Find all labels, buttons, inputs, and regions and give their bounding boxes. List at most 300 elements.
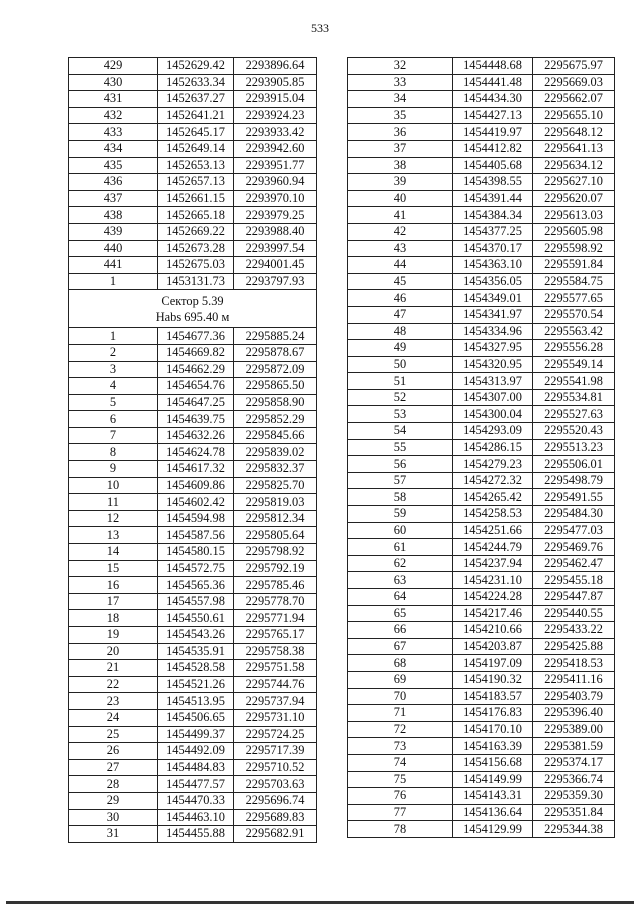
section-subtitle: Нabs 695.40 м (155, 310, 230, 325)
x-coordinate-cell: 1454647.25 (158, 394, 234, 411)
point-number-cell: 53 (348, 406, 453, 423)
point-number-cell: 74 (348, 754, 453, 771)
y-coordinate-cell: 2295758.38 (234, 643, 317, 660)
x-coordinate-cell: 1454662.29 (158, 361, 234, 378)
table-row (348, 174, 615, 191)
y-coordinate-cell: 2295563.42 (533, 323, 615, 340)
point-number-cell: 39 (348, 174, 453, 191)
x-coordinate-cell: 1452665.18 (158, 207, 234, 224)
point-number-cell: 59 (348, 506, 453, 523)
x-coordinate-cell: 1454624.78 (158, 444, 234, 461)
y-coordinate-cell: 2295556.28 (533, 340, 615, 357)
y-coordinate-cell: 2295411.16 (533, 671, 615, 688)
table-row (348, 721, 615, 738)
y-coordinate-cell: 2295689.83 (234, 809, 317, 826)
x-coordinate-cell: 1452661.15 (158, 190, 234, 207)
point-number-cell: 431 (69, 91, 158, 108)
section-header-group (69, 290, 317, 328)
table-row (69, 577, 317, 594)
y-coordinate-cell: 2293905.85 (234, 74, 317, 91)
x-coordinate-cell: 1452633.34 (158, 74, 234, 91)
x-coordinate-cell: 1454190.32 (453, 671, 533, 688)
table-row (69, 328, 317, 345)
table-row (348, 406, 615, 423)
y-coordinate-cell: 2295832.37 (234, 461, 317, 478)
table-row (69, 743, 317, 760)
y-coordinate-cell: 2295433.22 (533, 622, 615, 639)
table-row (348, 688, 615, 705)
y-coordinate-cell: 2295655.10 (533, 107, 615, 124)
y-coordinate-cell: 2295381.59 (533, 738, 615, 755)
x-coordinate-cell: 1454499.37 (158, 726, 234, 743)
x-coordinate-cell: 1454405.68 (453, 157, 533, 174)
y-coordinate-cell: 2293896.64 (234, 58, 317, 75)
y-coordinate-cell: 2295469.76 (533, 539, 615, 556)
table-row (348, 821, 615, 838)
x-coordinate-cell: 1454279.23 (453, 456, 533, 473)
table-row (69, 378, 317, 395)
y-coordinate-cell: 2295462.47 (533, 555, 615, 572)
x-coordinate-cell: 1452649.14 (158, 140, 234, 157)
point-number-cell: 15 (69, 560, 158, 577)
y-coordinate-cell: 2295527.63 (533, 406, 615, 423)
table-row (69, 124, 317, 141)
x-coordinate-cell: 1454149.99 (453, 771, 533, 788)
x-coordinate-cell: 1454513.95 (158, 693, 234, 710)
x-coordinate-cell: 1454370.17 (453, 240, 533, 257)
x-coordinate-cell: 1454129.99 (453, 821, 533, 838)
x-coordinate-cell: 1454463.10 (158, 809, 234, 826)
table-row (348, 240, 615, 257)
x-coordinate-cell: 1454210.66 (453, 622, 533, 639)
x-coordinate-cell: 1454307.00 (453, 389, 533, 406)
y-coordinate-cell: 2295403.79 (533, 688, 615, 705)
y-coordinate-cell: 2295549.14 (533, 356, 615, 373)
point-number-cell: 78 (348, 821, 453, 838)
table-row (348, 622, 615, 639)
point-number-cell: 38 (348, 157, 453, 174)
x-coordinate-cell: 1454377.25 (453, 223, 533, 240)
point-number-cell: 72 (348, 721, 453, 738)
x-coordinate-cell: 1454557.98 (158, 593, 234, 610)
y-coordinate-cell: 2295731.10 (234, 709, 317, 726)
point-number-cell: 51 (348, 373, 453, 390)
y-coordinate-cell: 2294001.45 (234, 257, 317, 274)
x-coordinate-cell: 1454217.46 (453, 605, 533, 622)
x-coordinate-cell: 1454258.53 (453, 506, 533, 523)
point-number-cell: 75 (348, 771, 453, 788)
y-coordinate-cell: 2293924.23 (234, 107, 317, 124)
y-coordinate-cell: 2295865.50 (234, 378, 317, 395)
point-number-cell: 2 (69, 344, 158, 361)
x-coordinate-cell: 1454384.34 (453, 207, 533, 224)
point-number-cell: 29 (69, 792, 158, 809)
page-number: 533 (311, 21, 329, 35)
y-coordinate-cell: 2295598.92 (533, 240, 615, 257)
table-row (348, 58, 615, 75)
x-coordinate-cell: 1454441.48 (453, 74, 533, 91)
y-coordinate-cell: 2293970.10 (234, 190, 317, 207)
table-row (348, 754, 615, 771)
x-coordinate-cell: 1454550.61 (158, 610, 234, 627)
table-row (69, 676, 317, 693)
point-number-cell: 23 (69, 693, 158, 710)
y-coordinate-cell: 2295792.19 (234, 560, 317, 577)
x-coordinate-cell: 1454163.39 (453, 738, 533, 755)
y-coordinate-cell: 2295613.03 (533, 207, 615, 224)
table-row (348, 472, 615, 489)
point-number-cell: 44 (348, 257, 453, 274)
table-row (348, 771, 615, 788)
y-coordinate-cell: 2295710.52 (234, 759, 317, 776)
section-header-cell (69, 290, 317, 328)
point-number-cell: 13 (69, 527, 158, 544)
point-number-cell: 33 (348, 74, 453, 91)
table-row (348, 223, 615, 240)
table-row (348, 140, 615, 157)
y-coordinate-cell: 2295675.97 (533, 58, 615, 75)
table-row (69, 411, 317, 428)
point-number-cell: 47 (348, 306, 453, 323)
y-coordinate-cell: 2295641.13 (533, 140, 615, 157)
table-row (69, 58, 317, 75)
table-row (69, 344, 317, 361)
y-coordinate-cell: 2295498.79 (533, 472, 615, 489)
table-row (69, 240, 317, 257)
y-coordinate-cell: 2295839.02 (234, 444, 317, 461)
x-coordinate-cell: 1454170.10 (453, 721, 533, 738)
point-number-cell: 36 (348, 124, 453, 141)
table-row (69, 826, 317, 843)
x-coordinate-cell: 1454272.32 (453, 472, 533, 489)
table-row (69, 257, 317, 274)
point-number-cell: 58 (348, 489, 453, 506)
x-coordinate-cell: 1454669.82 (158, 344, 234, 361)
y-coordinate-cell: 2295605.98 (533, 223, 615, 240)
section-title: Сектор 5.39 (161, 294, 224, 309)
y-coordinate-cell: 2295717.39 (234, 743, 317, 760)
y-coordinate-cell: 2295852.29 (234, 411, 317, 428)
point-number-cell: 40 (348, 190, 453, 207)
point-number-cell: 26 (69, 743, 158, 760)
y-coordinate-cell: 2295771.94 (234, 610, 317, 627)
x-coordinate-cell: 1454183.57 (453, 688, 533, 705)
y-coordinate-cell: 2295662.07 (533, 91, 615, 108)
y-coordinate-cell: 2295520.43 (533, 423, 615, 440)
left-bottom-rows (69, 328, 317, 842)
point-number-cell: 50 (348, 356, 453, 373)
x-coordinate-cell: 1454251.66 (453, 522, 533, 539)
table-row (348, 506, 615, 523)
point-number-cell: 70 (348, 688, 453, 705)
table-row (348, 589, 615, 606)
y-coordinate-cell: 2295765.17 (234, 627, 317, 644)
point-number-cell: 441 (69, 257, 158, 274)
y-coordinate-cell: 2295885.24 (234, 328, 317, 345)
table-row (348, 257, 615, 274)
table-row (348, 124, 615, 141)
table-row (69, 190, 317, 207)
table-row (69, 223, 317, 240)
y-coordinate-cell: 2295418.53 (533, 655, 615, 672)
point-number-cell: 63 (348, 572, 453, 589)
table-row (348, 323, 615, 340)
point-number-cell: 440 (69, 240, 158, 257)
x-coordinate-cell: 1454398.55 (453, 174, 533, 191)
table-row (69, 140, 317, 157)
table-row (69, 660, 317, 677)
x-coordinate-cell: 1454470.33 (158, 792, 234, 809)
point-number-cell: 9 (69, 461, 158, 478)
x-coordinate-cell: 1454197.09 (453, 655, 533, 672)
point-number-cell: 28 (69, 776, 158, 793)
y-coordinate-cell: 2295366.74 (533, 771, 615, 788)
table-row (69, 427, 317, 444)
point-number-cell: 76 (348, 788, 453, 805)
point-number-cell: 435 (69, 157, 158, 174)
table-row (69, 693, 317, 710)
x-coordinate-cell: 1454565.36 (158, 577, 234, 594)
y-coordinate-cell: 2293797.93 (234, 273, 317, 290)
table-row (348, 456, 615, 473)
table-row (348, 522, 615, 539)
y-coordinate-cell: 2295737.94 (234, 693, 317, 710)
point-number-cell: 430 (69, 74, 158, 91)
x-coordinate-cell: 1454448.68 (453, 58, 533, 75)
point-number-cell: 25 (69, 726, 158, 743)
x-coordinate-cell: 1454244.79 (453, 539, 533, 556)
point-number-cell: 64 (348, 589, 453, 606)
point-number-cell: 34 (348, 91, 453, 108)
y-coordinate-cell: 2293979.25 (234, 207, 317, 224)
point-number-cell: 60 (348, 522, 453, 539)
y-coordinate-cell: 2295858.90 (234, 394, 317, 411)
point-number-cell: 41 (348, 207, 453, 224)
point-number-cell: 16 (69, 577, 158, 594)
table-row (348, 804, 615, 821)
x-coordinate-cell: 1454300.04 (453, 406, 533, 423)
y-coordinate-cell: 2295634.12 (533, 157, 615, 174)
x-coordinate-cell: 1454176.83 (453, 705, 533, 722)
point-number-cell: 71 (348, 705, 453, 722)
table-row (69, 627, 317, 644)
table-row (69, 776, 317, 793)
x-coordinate-cell: 1454320.95 (453, 356, 533, 373)
point-number-cell: 73 (348, 738, 453, 755)
table-row (348, 671, 615, 688)
y-coordinate-cell: 2295447.87 (533, 589, 615, 606)
x-coordinate-cell: 1454602.42 (158, 494, 234, 511)
x-coordinate-cell: 1452657.13 (158, 174, 234, 191)
y-coordinate-cell: 2295778.70 (234, 593, 317, 610)
point-number-cell: 1 (69, 328, 158, 345)
table-row (348, 306, 615, 323)
y-coordinate-cell: 2293997.54 (234, 240, 317, 257)
point-number-cell: 42 (348, 223, 453, 240)
point-number-cell: 68 (348, 655, 453, 672)
table-row (69, 809, 317, 826)
x-coordinate-cell: 1454419.97 (453, 124, 533, 141)
point-number-cell: 35 (348, 107, 453, 124)
left-top-rows (69, 58, 317, 290)
table-row (69, 91, 317, 108)
x-coordinate-cell: 1454327.95 (453, 340, 533, 357)
x-coordinate-cell: 1454293.09 (453, 423, 533, 440)
y-coordinate-cell: 2295825.70 (234, 477, 317, 494)
y-coordinate-cell: 2295620.07 (533, 190, 615, 207)
x-coordinate-cell: 1454492.09 (158, 743, 234, 760)
y-coordinate-cell: 2295455.18 (533, 572, 615, 589)
point-number-cell: 18 (69, 610, 158, 627)
table-row (348, 705, 615, 722)
y-coordinate-cell: 2293951.77 (234, 157, 317, 174)
x-coordinate-cell: 1454455.88 (158, 826, 234, 843)
point-number-cell: 24 (69, 709, 158, 726)
x-coordinate-cell: 1454412.82 (453, 140, 533, 157)
x-coordinate-cell: 1454341.97 (453, 306, 533, 323)
y-coordinate-cell: 2295351.84 (533, 804, 615, 821)
table-row (69, 544, 317, 561)
x-coordinate-cell: 1454654.76 (158, 378, 234, 395)
y-coordinate-cell: 2295344.38 (533, 821, 615, 838)
table-row (348, 107, 615, 124)
table-row (69, 157, 317, 174)
table-row (348, 273, 615, 290)
right-rows (348, 58, 615, 838)
y-coordinate-cell: 2295872.09 (234, 361, 317, 378)
point-number-cell: 67 (348, 638, 453, 655)
x-coordinate-cell: 1452641.21 (158, 107, 234, 124)
point-number-cell: 439 (69, 223, 158, 240)
point-number-cell: 4 (69, 378, 158, 395)
x-coordinate-cell: 1454224.28 (453, 589, 533, 606)
table-row (69, 643, 317, 660)
table-row (69, 610, 317, 627)
x-coordinate-cell: 1454506.65 (158, 709, 234, 726)
point-number-cell: 21 (69, 660, 158, 677)
table-row (69, 726, 317, 743)
point-number-cell: 45 (348, 273, 453, 290)
table-row (348, 91, 615, 108)
table-row (69, 709, 317, 726)
page-bottom-rule (6, 901, 634, 904)
table-row (348, 190, 615, 207)
x-coordinate-cell: 1452675.03 (158, 257, 234, 274)
x-coordinate-cell: 1454677.36 (158, 328, 234, 345)
point-number-cell: 37 (348, 140, 453, 157)
point-number-cell: 66 (348, 622, 453, 639)
y-coordinate-cell: 2295477.03 (533, 522, 615, 539)
table-row (69, 74, 317, 91)
table-row (69, 461, 317, 478)
table-row (69, 477, 317, 494)
table-row (69, 759, 317, 776)
x-coordinate-cell: 1454535.91 (158, 643, 234, 660)
x-coordinate-cell: 1452629.42 (158, 58, 234, 75)
x-coordinate-cell: 1454143.31 (453, 788, 533, 805)
y-coordinate-cell: 2295513.23 (533, 439, 615, 456)
table-row (348, 340, 615, 357)
x-coordinate-cell: 1454587.56 (158, 527, 234, 544)
y-coordinate-cell: 2295785.46 (234, 577, 317, 594)
y-coordinate-cell: 2295591.84 (533, 257, 615, 274)
table-row (69, 560, 317, 577)
x-coordinate-cell: 1454427.13 (453, 107, 533, 124)
y-coordinate-cell: 2295577.65 (533, 290, 615, 307)
y-coordinate-cell: 2293915.04 (234, 91, 317, 108)
y-coordinate-cell: 2295425.88 (533, 638, 615, 655)
x-coordinate-cell: 1454528.58 (158, 660, 234, 677)
point-number-cell: 52 (348, 389, 453, 406)
y-coordinate-cell: 2295878.67 (234, 344, 317, 361)
y-coordinate-cell: 2295506.01 (533, 456, 615, 473)
point-number-cell: 7 (69, 427, 158, 444)
point-number-cell: 77 (348, 804, 453, 821)
x-coordinate-cell: 1454203.87 (453, 638, 533, 655)
table-row (348, 555, 615, 572)
table-row (348, 423, 615, 440)
x-coordinate-cell: 1454521.26 (158, 676, 234, 693)
table-row (348, 655, 615, 672)
x-coordinate-cell: 1452673.28 (158, 240, 234, 257)
left-coordinates-table (68, 57, 317, 843)
point-number-cell: 17 (69, 593, 158, 610)
table-row (348, 605, 615, 622)
point-number-cell: 32 (348, 58, 453, 75)
y-coordinate-cell: 2295798.92 (234, 544, 317, 561)
x-coordinate-cell: 1454639.75 (158, 411, 234, 428)
x-coordinate-cell: 1454349.01 (453, 290, 533, 307)
y-coordinate-cell: 2295696.74 (234, 792, 317, 809)
point-number-cell: 46 (348, 290, 453, 307)
table-row (69, 361, 317, 378)
point-number-cell: 8 (69, 444, 158, 461)
x-coordinate-cell: 1452637.27 (158, 91, 234, 108)
y-coordinate-cell: 2295374.17 (533, 754, 615, 771)
table-row (69, 273, 317, 290)
y-coordinate-cell: 2295669.03 (533, 74, 615, 91)
table-row (348, 157, 615, 174)
x-coordinate-cell: 1454334.96 (453, 323, 533, 340)
point-number-cell: 30 (69, 809, 158, 826)
y-coordinate-cell: 2295819.03 (234, 494, 317, 511)
table-row (348, 638, 615, 655)
table-row (348, 207, 615, 224)
y-coordinate-cell: 2295396.40 (533, 705, 615, 722)
y-coordinate-cell: 2295845.66 (234, 427, 317, 444)
y-coordinate-cell: 2295812.34 (234, 510, 317, 527)
table-row (348, 788, 615, 805)
y-coordinate-cell: 2295440.55 (533, 605, 615, 622)
x-coordinate-cell: 1454156.68 (453, 754, 533, 771)
x-coordinate-cell: 1454313.97 (453, 373, 533, 390)
point-number-cell: 19 (69, 627, 158, 644)
point-number-cell: 57 (348, 472, 453, 489)
x-coordinate-cell: 1454543.26 (158, 627, 234, 644)
point-number-cell: 56 (348, 456, 453, 473)
y-coordinate-cell: 2295541.98 (533, 373, 615, 390)
y-coordinate-cell: 2295703.63 (234, 776, 317, 793)
point-number-cell: 55 (348, 439, 453, 456)
point-number-cell: 432 (69, 107, 158, 124)
point-number-cell: 11 (69, 494, 158, 511)
point-number-cell: 54 (348, 423, 453, 440)
y-coordinate-cell: 2295491.55 (533, 489, 615, 506)
y-coordinate-cell: 2293942.60 (234, 140, 317, 157)
x-coordinate-cell: 1452645.17 (158, 124, 234, 141)
y-coordinate-cell: 2295359.30 (533, 788, 615, 805)
point-number-cell: 14 (69, 544, 158, 561)
